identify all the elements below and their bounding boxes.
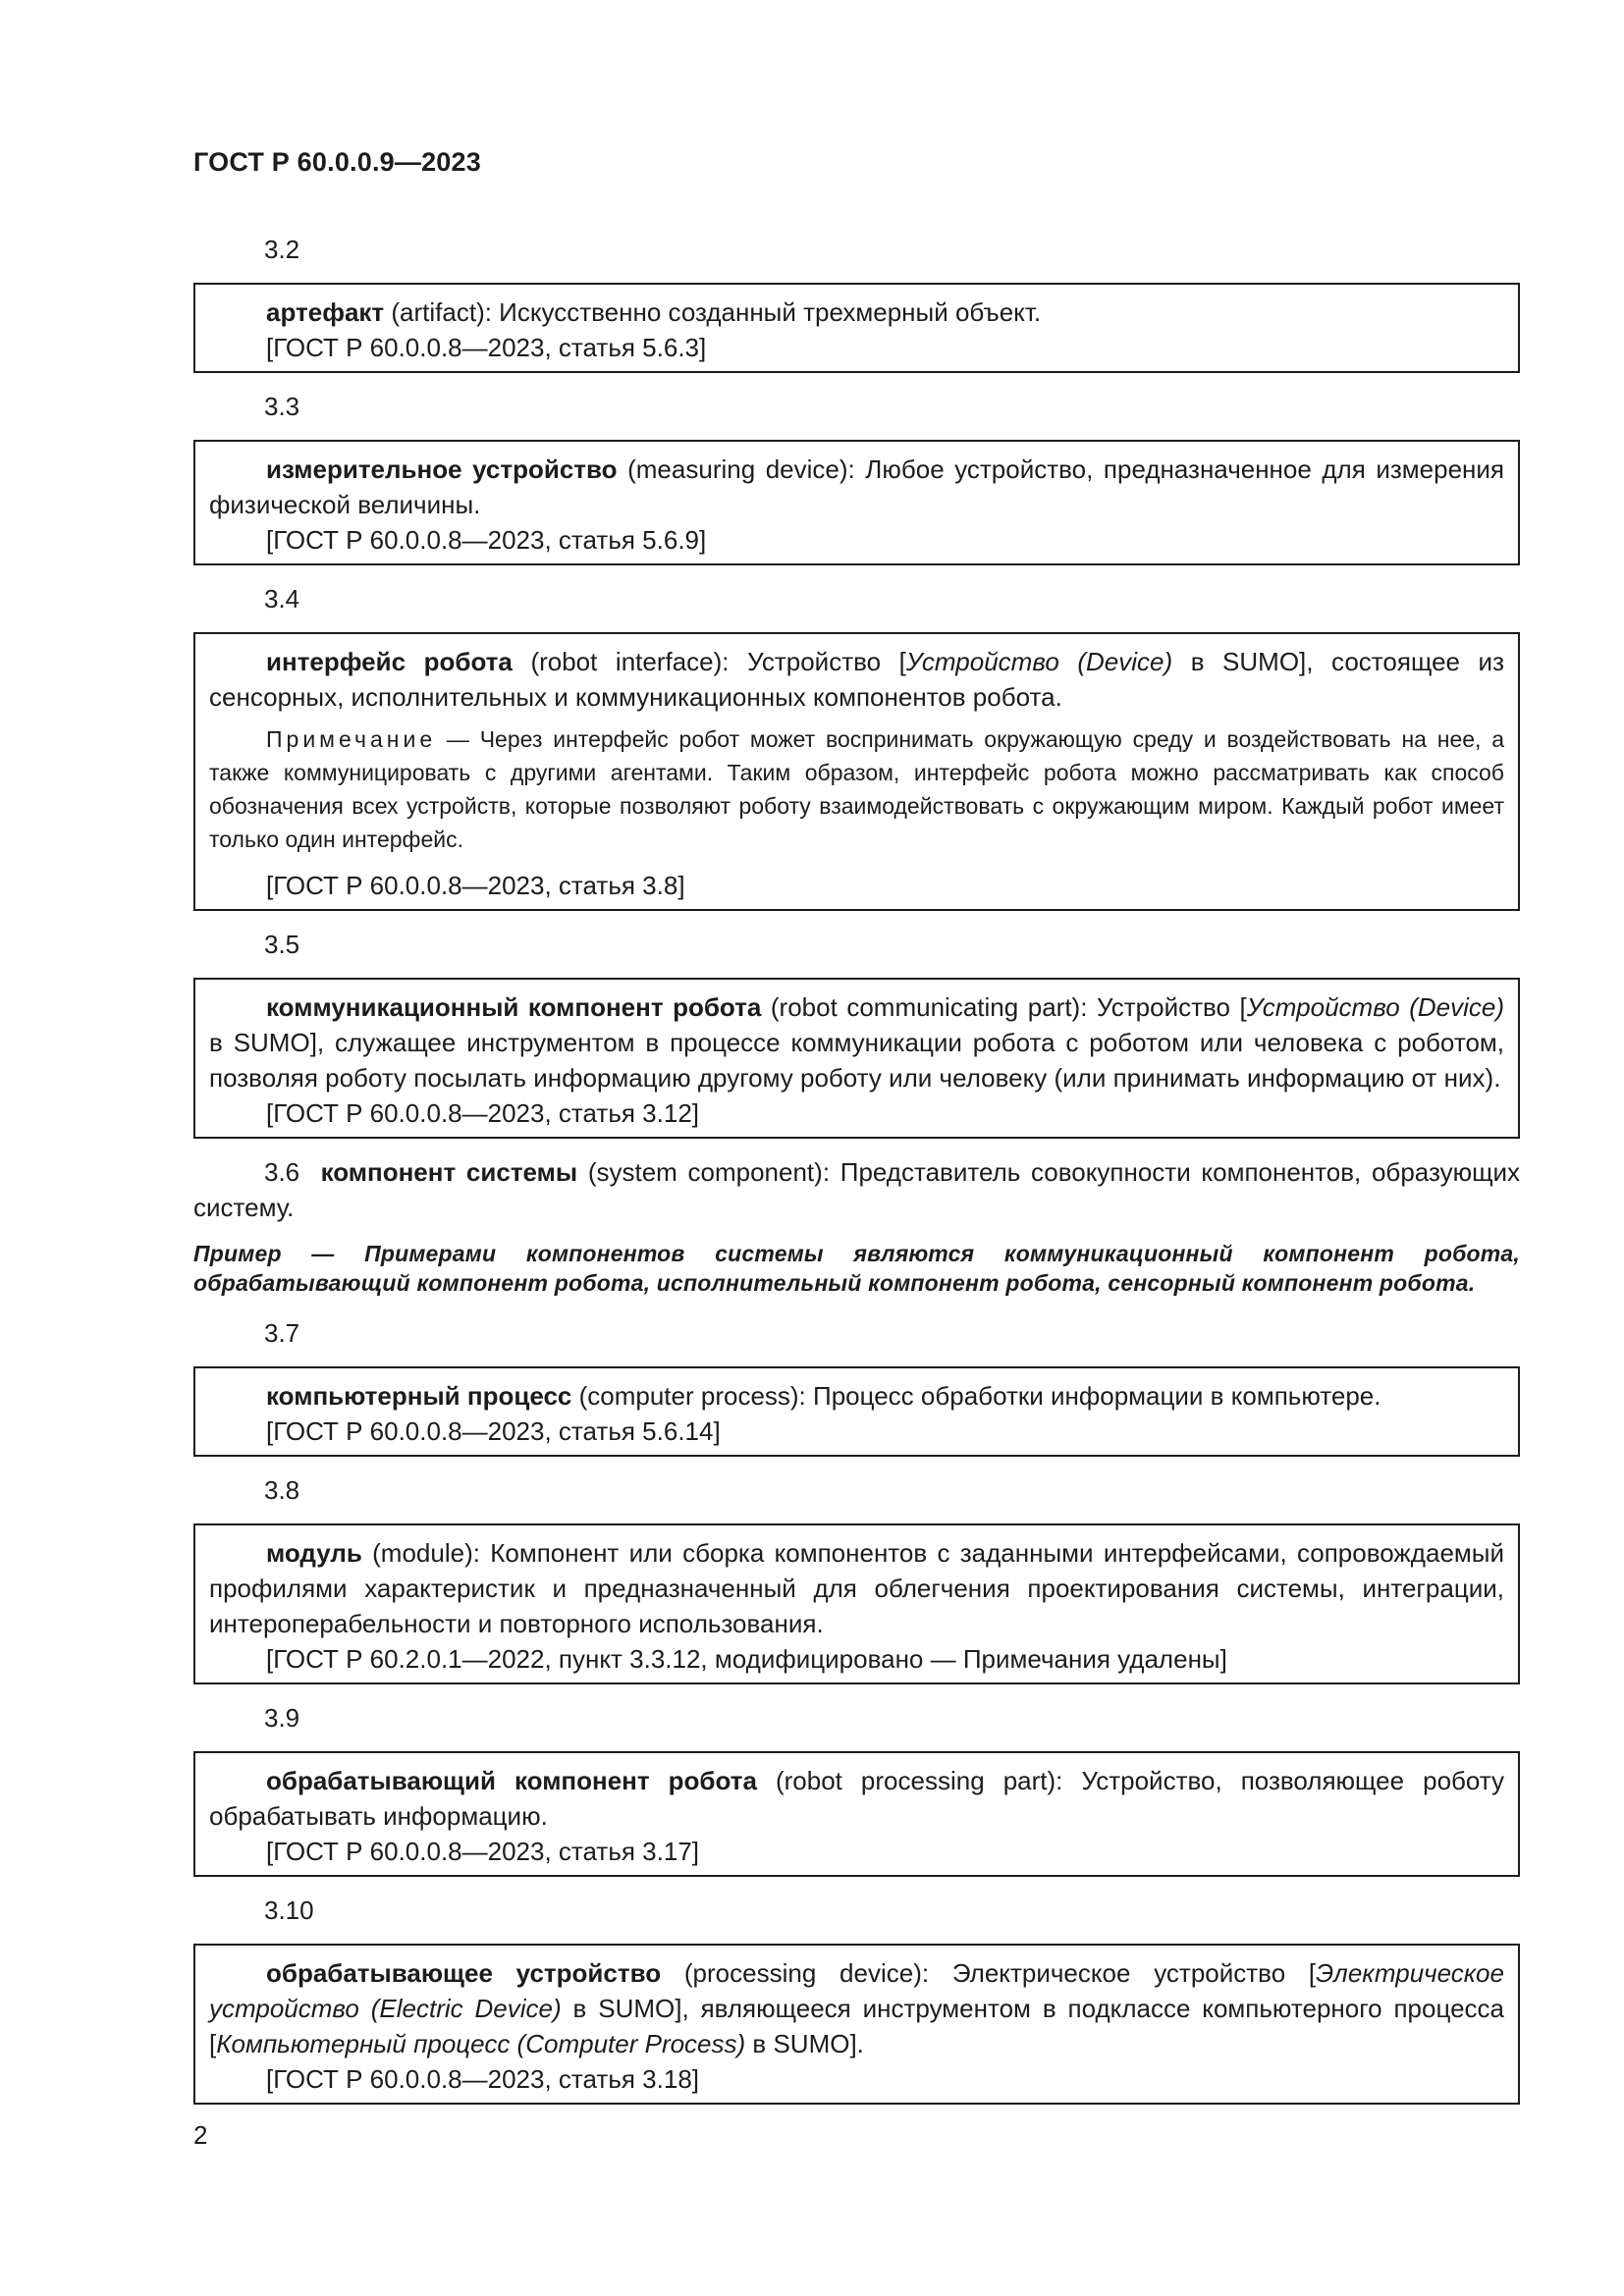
term-english: (measuring device): [617, 454, 866, 484]
terms-section [193, 232, 1520, 2120]
definition-text: Представитель совокупности компонентов, образующих систему. [193, 1157, 1520, 1222]
term-box-artifact [193, 283, 1520, 373]
source-reference: [ГОСТ Р 60.0.0.8—2023, статья 3.12] [266, 1098, 699, 1128]
definition [209, 1955, 1504, 2061]
definition-italic: Электрическое устройство (Electric Device) [209, 1958, 1504, 2023]
definition-italic: Устройство (Device) [905, 647, 1173, 676]
note-text: — Через интерфейс робот может воспринимать окружающую среду и воздействовать на нее, а также коммуницировать с другими агентами. Таким образом, интерфейс робота можно рассматривать как способ обозначения всех устройств, которые позволяют роботу взаимодействовать с окружающим миром. Каждый робот имеет только один интерфейс. [209, 726, 1504, 852]
definition-text: Любое устройство, предназначенное для измерения физической величины. [209, 454, 1504, 519]
entry-number: 3.10 [264, 1896, 314, 1925]
definition-system-component [193, 1154, 1520, 1225]
definition-text: Искусственно созданный трехмерный объект. [499, 297, 1042, 327]
entry-number: 3.7 [264, 1318, 300, 1348]
definition-text: в SUMO]. [745, 2029, 864, 2058]
term-box-computer-process [193, 1366, 1520, 1457]
definition-text: Устройство [ [1096, 992, 1247, 1022]
term-box-robot-interface [193, 632, 1520, 911]
definition [209, 452, 1504, 522]
term-english: (robot interface): [512, 647, 748, 676]
entry-number: 3.4 [264, 584, 300, 614]
term-english: (system component): [577, 1157, 840, 1187]
definition [209, 644, 1504, 715]
term-box-robot-communicating-part [193, 978, 1520, 1139]
term-box-processing-device [193, 1944, 1520, 2105]
definition-italic: Компьютерный процесс (Computer Process) [216, 2029, 746, 2058]
definition-text: Устройство [ [747, 647, 906, 676]
term: коммуникационный компонент робота [266, 992, 762, 1022]
source-reference: [ГОСТ Р 60.0.0.8—2023, статья 3.17] [266, 1837, 699, 1866]
page-number: 2 [193, 2120, 208, 2150]
term: артефакт [266, 297, 385, 327]
term: интерфейс робота [266, 647, 513, 676]
term: компонент системы [320, 1157, 578, 1187]
term-english: (robot processing part): [756, 1766, 1082, 1795]
source-reference: [ГОСТ Р 60.2.0.1—2022, пункт 3.3.12, модифицировано — Примечания удалены] [266, 1644, 1227, 1674]
source-reference: [ГОСТ Р 60.0.0.8—2023, статья 5.6.3] [266, 333, 707, 362]
definition-text: в SUMO], служащее инструментом в процессе коммуникации робота с роботом или человека с роботом, позволяя роботу посылать информацию другому роботу или человеку (или принимать информацию от них). [209, 1028, 1504, 1093]
document-header: ГОСТ Р 60.0.0.9—2023 [193, 147, 481, 177]
entry-number: 3.6 [264, 1157, 300, 1187]
example: Пример — Примерами компонентов системы являются коммуникационный компонент робота, обрабатывающий компонент робота, исполнительный компонент робота, сенсорный компонент робота. [193, 1241, 1520, 1296]
definition [209, 1763, 1504, 1834]
term: измерительное устройство [266, 454, 618, 484]
entry-number: 3.9 [264, 1703, 300, 1733]
term-english: (module): [361, 1538, 491, 1568]
term-box-robot-processing-part [193, 1751, 1520, 1877]
definition [209, 989, 1504, 1095]
term-english: (computer process): [571, 1381, 814, 1411]
source-reference: [ГОСТ Р 60.0.0.8—2023, статья 5.6.14] [266, 1416, 721, 1446]
source-reference: [ГОСТ Р 60.0.0.8—2023, статья 5.6.9] [266, 525, 707, 555]
definition [209, 294, 1504, 330]
definition-text: в SUMO], состоящее из сенсорных, исполнительных и коммуникационных компонентов робота. [209, 647, 1504, 712]
entry-number: 3.2 [264, 235, 300, 264]
definition-text: Устройство, позволяющее роботу обрабатывать информацию. [209, 1766, 1505, 1831]
term: компьютерный процесс [266, 1381, 572, 1411]
definition-text: Компонент или сборка компонентов с заданными интерфейсами, сопровождаемый профилями характеристик и предназначенный для облегчения проектирования системы, интеграции, интероперабельности и повторного использования. [209, 1538, 1504, 1638]
term: модуль [266, 1538, 362, 1568]
term-english: (artifact): [384, 297, 500, 327]
entry-number: 3.5 [264, 930, 300, 959]
definition-text: Процесс обработки информации в компьютере. [813, 1381, 1381, 1411]
term-box-module [193, 1523, 1520, 1684]
definition-text: в SUMO], являющееся инструментом в подклассе компьютерного процесса [ [209, 1994, 1504, 2058]
term-english: (processing device): [661, 1958, 952, 1988]
entry-number: 3.3 [264, 392, 300, 421]
source-reference: [ГОСТ Р 60.0.0.8—2023, статья 3.8] [266, 871, 685, 900]
definition [209, 1378, 1504, 1414]
term-english: (robot communicating part): [761, 992, 1097, 1022]
definition [209, 1535, 1504, 1641]
term: обрабатывающий компонент робота [266, 1766, 757, 1795]
definition-text: Электрическое устройство [ [951, 1958, 1317, 1988]
entry-number: 3.8 [264, 1475, 300, 1505]
term-box-measuring-device [193, 440, 1520, 565]
definition-italic: Устройство (Device) [1246, 992, 1504, 1022]
note [209, 722, 1504, 856]
note-label: Примечание [266, 726, 437, 752]
source-reference: [ГОСТ Р 60.0.0.8—2023, статья 3.18] [266, 2064, 699, 2094]
term: обрабатывающее устройство [266, 1958, 662, 1988]
